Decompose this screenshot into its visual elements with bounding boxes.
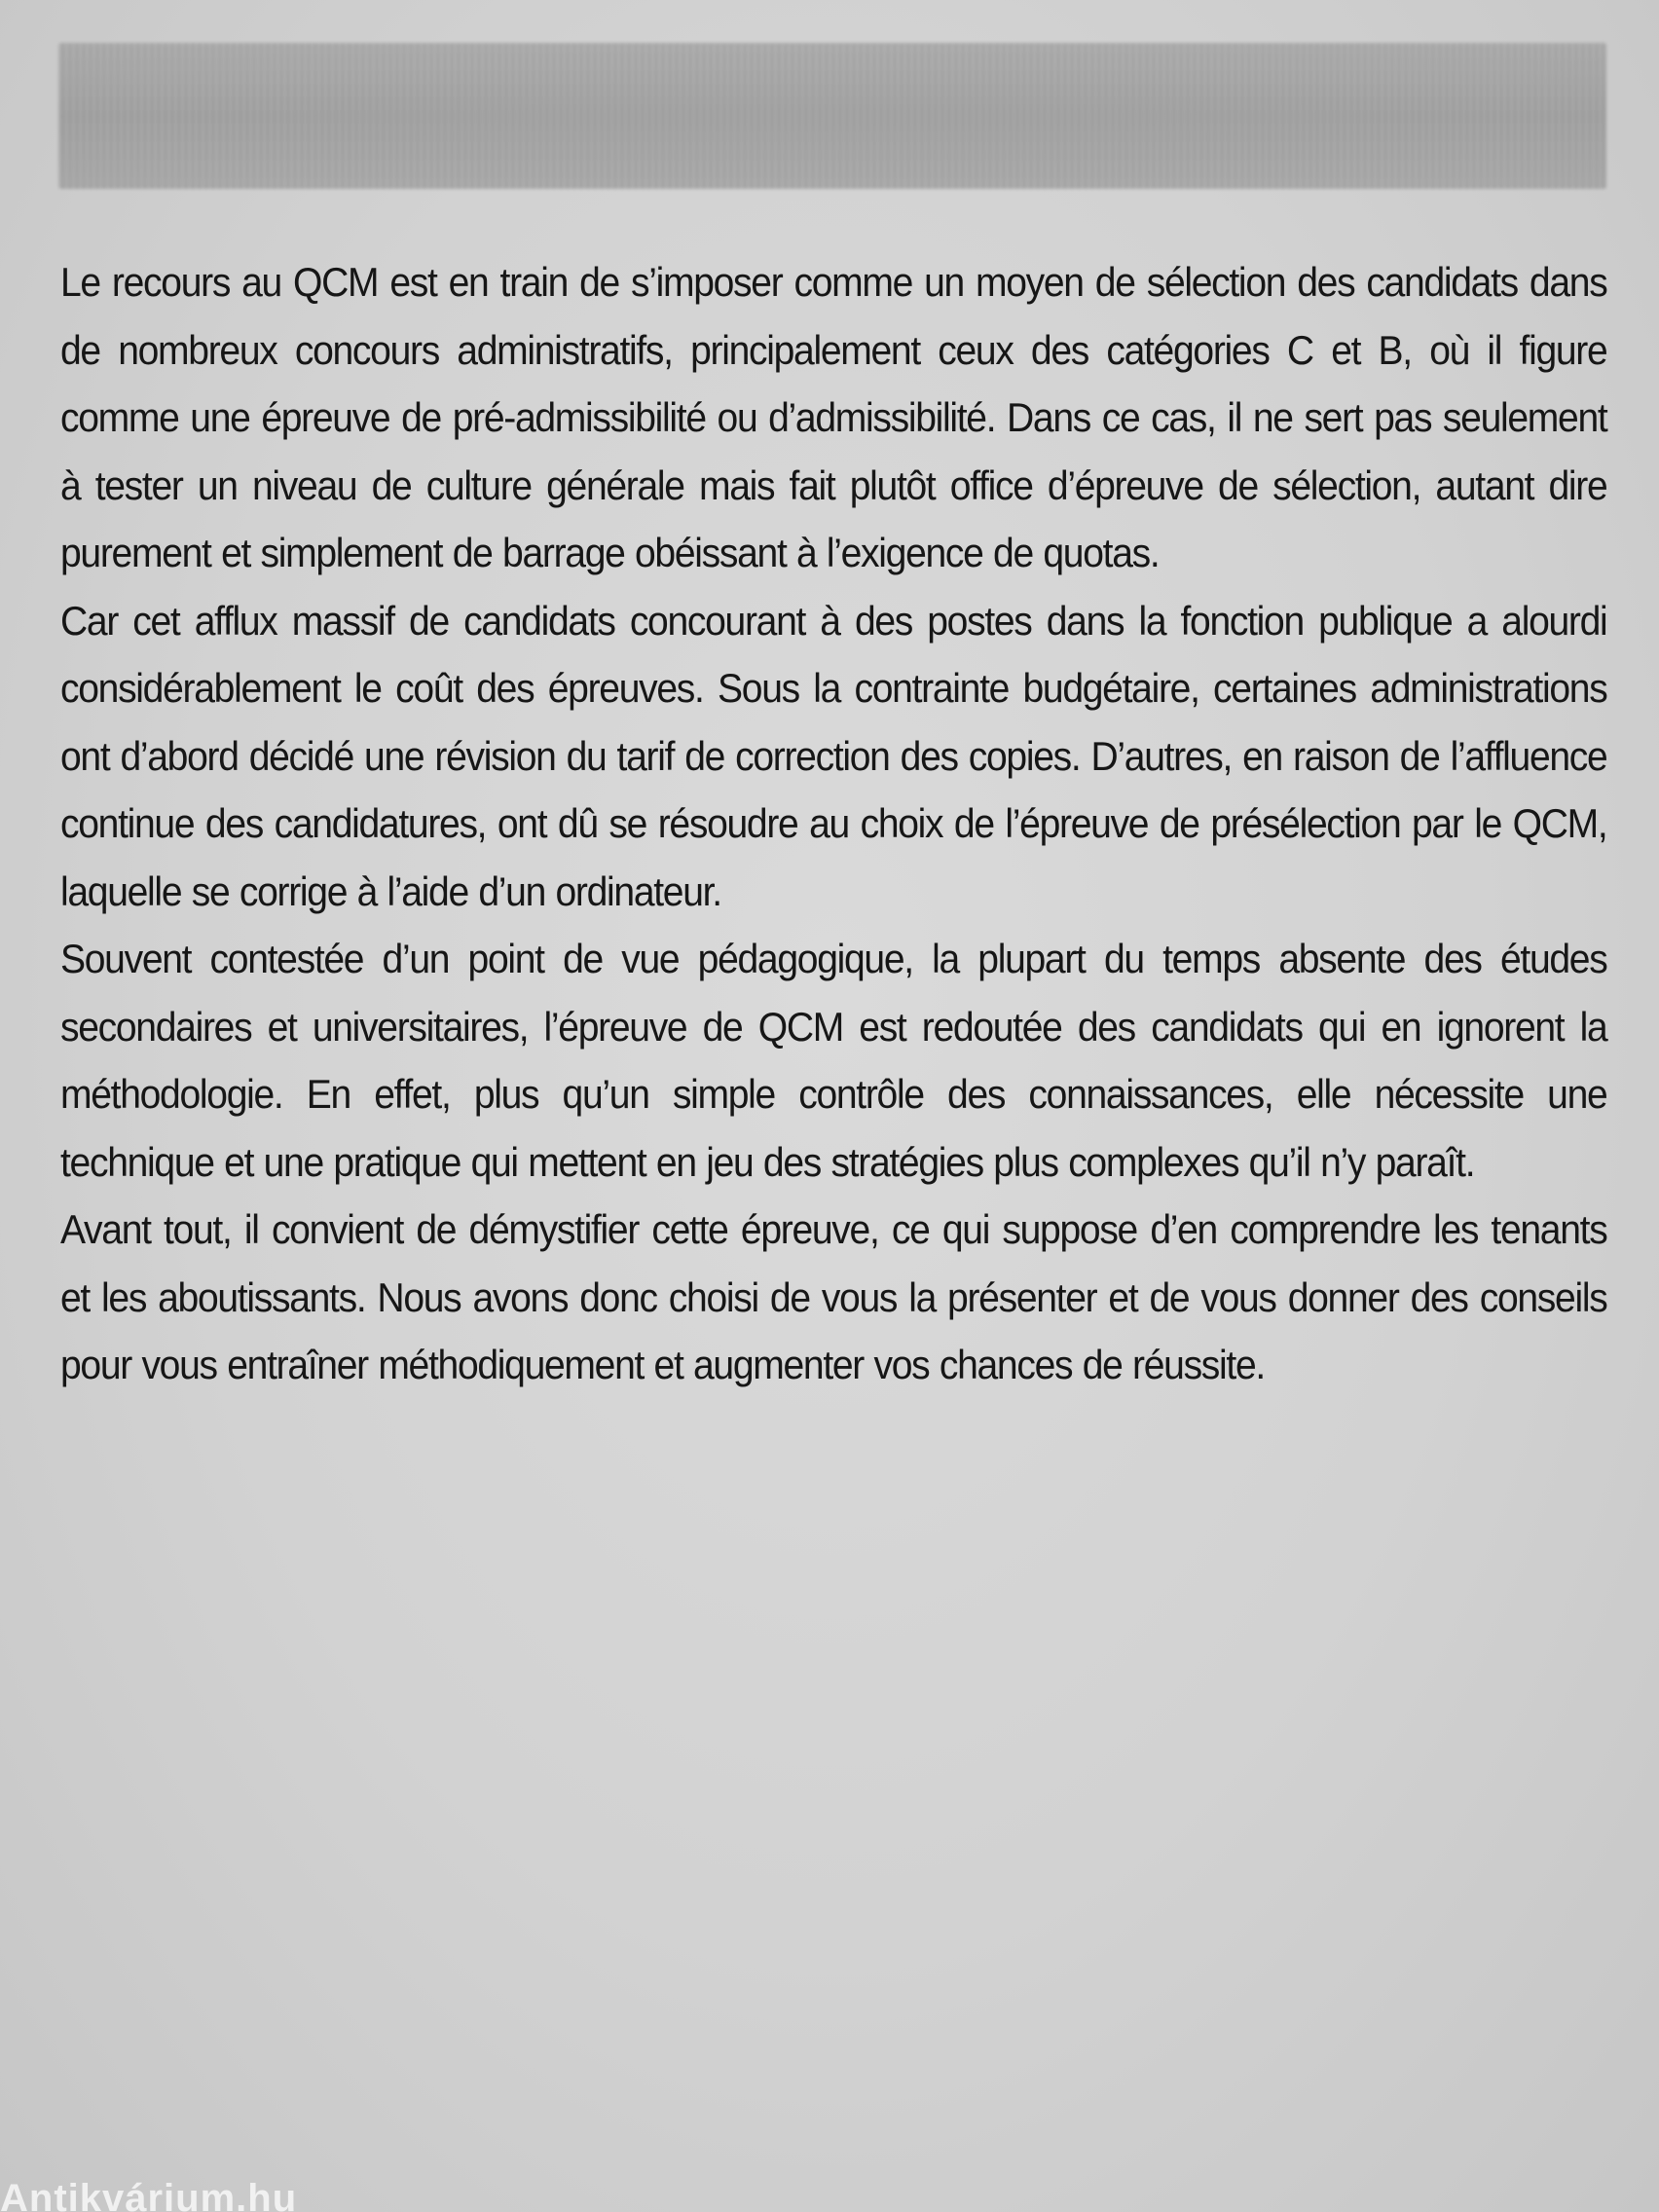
paragraph-4: Avant tout, il convient de démystifier cette épreuve, ce qui suppose d’en comprendre les tenants et les aboutissants. Nous avons donc choisi de vous la présenter et de vous donner des conseils pour vous entraîner méthodiquement et augmenter vos chances de réussite. — [60, 1206, 1607, 1387]
watermark: Antikvárium.hu — [0, 2177, 298, 2212]
body-text — [60, 248, 1606, 1399]
header-band — [58, 43, 1606, 189]
paragraph-3: Souvent contestée d’un point de vue pédagogique, la plupart du temps absente des études secondaires et universitaires, l’épreuve de QCM est redoutée des candidats qui en ignorent la méthodologie. En effet, plus qu’un simple contrôle des connaissances, elle nécessite une technique et une pratique qui mettent en jeu des stratégies plus complexes qu’il n’y paraît. — [60, 936, 1607, 1185]
paragraph-1: Le recours au QCM est en train de s’imposer comme un moyen de sélection des candidats dans de nombreux concours administratifs, principalement ceux des catégories C et B, où il figure comme une épreuve de pré-admissibilité ou d’admissibilité. Dans ce cas, il ne sert pas seulement à tester un niveau de culture générale mais fait plutôt office d’épreuve de sélection, autant dire purement et simplement de barrage obéissant à l’exigence de quotas. — [60, 259, 1607, 575]
paragraph-2: Car cet afflux massif de candidats concourant à des postes dans la fonction publique a alourdi considérablement le coût des épreuves. Sous la contrainte budgétaire, certaines administrations ont d’abord décidé une révision du tarif de correction des copies. D’autres, en raison de l’affluence continue des candidatures, ont dû se résoudre au choix de l’épreuve de présélection par le QCM, laquelle se corrige à l’aide d’un ordinateur. — [60, 597, 1607, 914]
